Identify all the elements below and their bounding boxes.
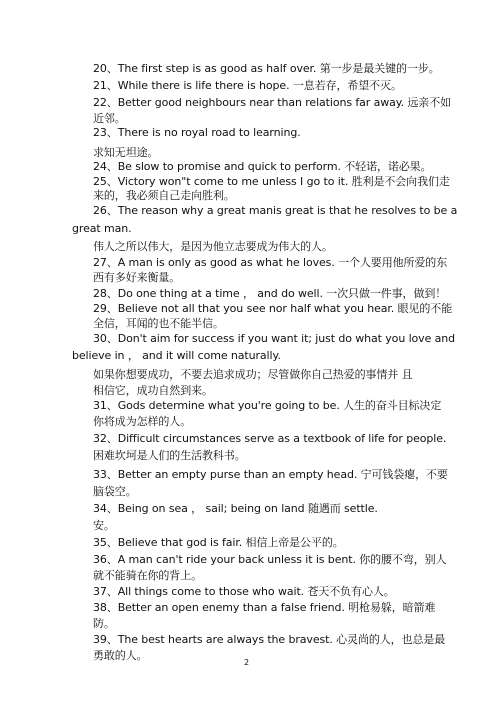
text-line: 38、Better an open enemy than a false friend. 明枪易躲，暗箭难 — [93, 601, 436, 614]
text-line: 35、Believe that god is fair. 相信上帝是公平的。 — [93, 536, 344, 549]
text-line: 西有多好来衡量。 — [93, 271, 181, 284]
text-line: 安。 — [93, 519, 115, 532]
text-line: 30、Don't aim for success if you want it; just do what you love and — [93, 332, 456, 345]
text-line: 相信它，成功自然到来。 — [93, 384, 213, 397]
text-line: 勇敢的人。 — [93, 649, 148, 662]
text-line: 困难坎坷是人们的生活教科书。 — [93, 449, 246, 462]
text-line: 防。 — [93, 617, 115, 630]
text-line: 脑袋空。 — [93, 485, 137, 498]
text-line: believe in ， and it will come naturally. — [72, 349, 281, 362]
text-line: 23、There is no royal road to learning. — [93, 126, 301, 139]
text-line: 29、Believe not all that you see nor half what you hear. 眼见的不能 — [93, 302, 453, 315]
text-line: 伟人之所以伟大，是因为他立志要成为伟大的人。 — [93, 240, 333, 253]
text-line: 22、Better good neighbours near than relations far away. 远亲不如 — [93, 96, 452, 109]
text-line: 33、Better an empty purse than an empty head. 宁可钱袋瘪，不要 — [93, 468, 448, 481]
text-line: great man. — [72, 222, 132, 235]
text-line: 近邻。 — [93, 112, 126, 125]
text-line: 24、Be slow to promise and quick to perform. 不轻诺，诺必果。 — [93, 160, 432, 173]
text-line: 你将成为怎样的人。 — [93, 415, 192, 428]
text-line: 21、While there is life there is hope. 一息若存，希望不灭。 — [93, 79, 402, 92]
text-line: 20、The first step is as good as half over. 第一步是最关键的一步。 — [93, 62, 440, 75]
text-line: 37、All things come to those who wait. 苍天不负有心人。 — [93, 585, 395, 598]
page-number: 2 — [244, 658, 250, 667]
text-line: 36、A man can't ride your back unless it is bent. 你的腰不弯，别人 — [93, 553, 447, 566]
text-line: 32、Difficult circumstances serve as a textbook of life for people. — [93, 432, 447, 445]
text-line: 34、Being on sea ， sail; being on land 随遇而 settle. — [93, 502, 378, 515]
text-line: 27、A man is only as good as what he loves. 一个人要用他所爱的东 — [93, 256, 448, 269]
text-line: 25、Victory won"t come to me unless I go to it. 胜利是不会向我们走 — [93, 175, 450, 188]
text-line: 全信，耳闻的也不能半信。 — [93, 317, 224, 330]
text-line: 26、The reason why a great manis great is that he resolves to be a — [93, 204, 458, 217]
text-line: 28、Do one thing at a time ， and do well. 一次只做一件事，做到！ — [93, 287, 447, 300]
text-line: 31、Gods determine what you're going to be. 人生的奋斗目标决定 — [93, 399, 442, 412]
text-line: 39、The best hearts are always the bravest. 心灵尚的人，也总是最 — [93, 633, 446, 646]
text-line: 求知无坦途。 — [93, 146, 159, 159]
text-line: 来的，我必须自己走向胜利。 — [93, 189, 235, 202]
text-line: 如果你想要成功，不要去追求成功；尽管做你自己热爱的事情并 且 — [93, 368, 413, 381]
text-line: 就不能骑在你的背上。 — [93, 569, 202, 582]
